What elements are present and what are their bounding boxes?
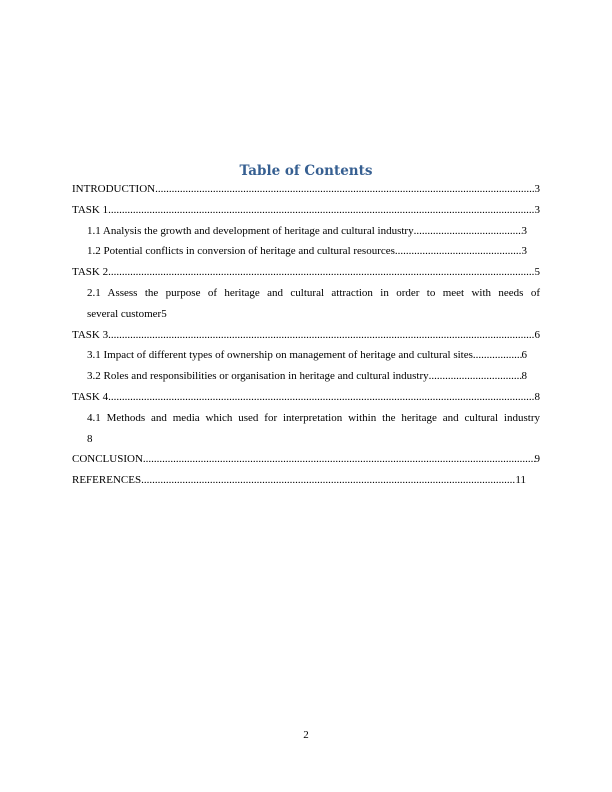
toc-entry-label: TASK 2	[72, 266, 109, 279]
toc-entry-page: 8	[87, 432, 93, 445]
toc-entry-1-1[interactable]	[72, 221, 540, 242]
dot-leader	[155, 179, 534, 200]
toc-entry-tail	[87, 304, 540, 325]
toc-entry-page: 8	[534, 390, 540, 403]
toc-entry-references[interactable]	[72, 470, 540, 491]
toc-entry-page: 5	[534, 266, 540, 279]
toc-entry-page: 3	[534, 183, 540, 195]
toc-entry-page: 6	[521, 349, 527, 362]
toc-entry-label: INTRODUCTION	[72, 183, 156, 195]
toc-entry-page: 9	[534, 453, 540, 466]
dot-leader	[143, 449, 535, 470]
toc-entry-label: TASK 3	[72, 328, 109, 341]
toc-entry-introduction[interactable]	[72, 179, 540, 200]
toc-entry-label: TASK 1	[72, 203, 109, 216]
toc-entry-page: 3	[521, 245, 527, 258]
toc-list	[72, 179, 540, 491]
toc-entry-label: 3.1 Impact of different types of ownership on management of heritage and cultural sites	[87, 349, 473, 362]
toc-entry-task-3[interactable]	[72, 325, 540, 346]
dot-leader	[108, 325, 534, 346]
toc-entry-page: 11	[515, 474, 526, 487]
dot-leader	[473, 345, 522, 366]
dot-leader	[108, 200, 534, 221]
toc-entry-task-1[interactable]	[72, 200, 540, 221]
toc-entry-3-1[interactable]	[72, 345, 540, 366]
dot-leader	[429, 366, 522, 387]
toc-title: Table of Contents	[239, 163, 373, 179]
page-number: 2	[303, 729, 309, 741]
toc-entry-page: 3	[521, 224, 527, 237]
toc-entry-3-2[interactable]	[72, 366, 540, 387]
toc-entry-tail	[87, 429, 540, 450]
toc-entry-label: REFERENCES	[72, 474, 142, 487]
toc-entry-task-2[interactable]	[72, 262, 540, 283]
dot-leader	[108, 262, 534, 283]
dot-leader	[414, 221, 522, 242]
toc-entry-conclusion[interactable]	[72, 449, 540, 470]
dot-leader	[108, 387, 534, 408]
toc-entry-label: TASK 4	[72, 390, 109, 403]
toc-entry-page: 8	[521, 370, 527, 383]
toc-entry-label: CONCLUSION	[72, 453, 143, 466]
toc-entry-label: 1.2 Potential conflicts in conversion of heritage and cultural resources	[87, 245, 395, 258]
toc-entry-page: 6	[534, 328, 540, 341]
dot-leader	[141, 470, 515, 491]
toc-entry-2-1[interactable]	[72, 283, 540, 325]
toc-entry-label-continued: several customer	[87, 307, 162, 320]
toc-entry-4-1[interactable]	[72, 408, 540, 450]
toc-entry-task-4[interactable]	[72, 387, 540, 408]
dot-leader	[395, 241, 522, 262]
toc-entry-label: 1.1 Analysis the growth and development of heritage and cultural industry	[87, 224, 414, 237]
toc-entry-label: 2.1 Assess the purpose of heritage and cultural attraction in order to meet with needs of	[87, 286, 540, 299]
toc-entry-page: 5	[161, 307, 167, 320]
toc-entry-1-2[interactable]	[72, 241, 540, 262]
toc-entry-label: 4.1 Methods and media which used for interpretation within the heritage and cultural industry	[87, 411, 540, 424]
toc-entry-page: 3	[534, 203, 540, 216]
toc-entry-label: 3.2 Roles and responsibilities or organisation in heritage and cultural industry	[87, 370, 429, 383]
